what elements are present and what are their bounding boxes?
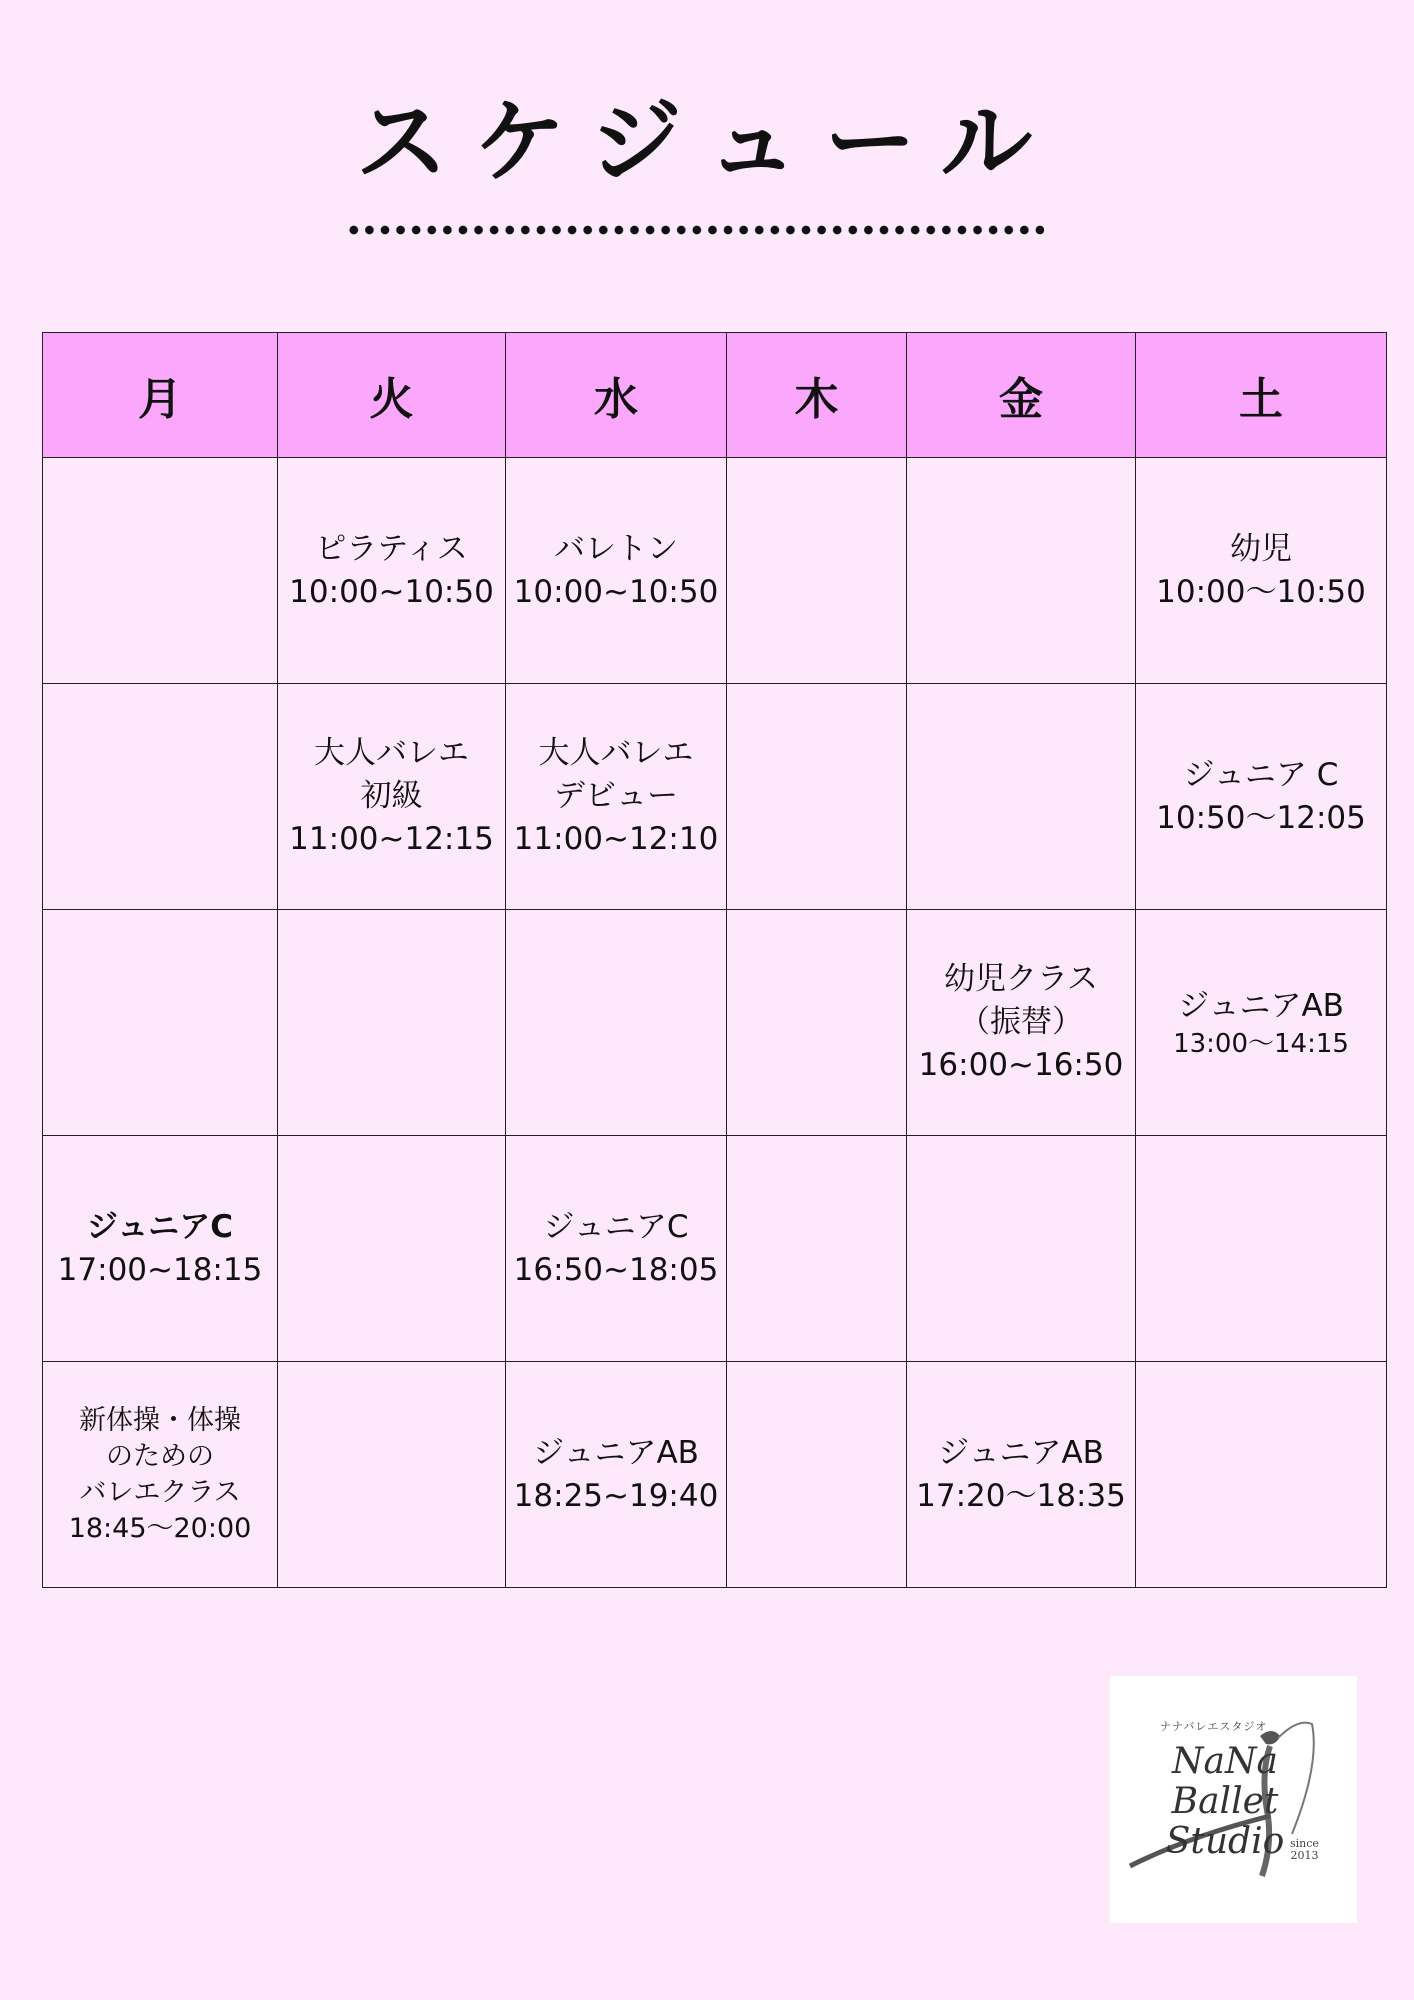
schedule-cell-mon xyxy=(43,1362,278,1588)
class-line: （振替） xyxy=(959,1004,1083,1040)
class-line: ジュニアAB xyxy=(1178,988,1344,1024)
schedule-cell-sat xyxy=(1136,684,1387,910)
day-header-tue: 火 xyxy=(278,333,506,458)
schedule-cell-fri xyxy=(907,1362,1136,1588)
schedule-cell-fri xyxy=(907,910,1136,1136)
class-line: バレトン xyxy=(554,530,678,567)
day-header-fri: 金 xyxy=(907,333,1136,458)
logo-kana: ナナバレエスタジオ xyxy=(1160,1720,1268,1733)
dotted-divider xyxy=(346,224,1044,236)
schedule-cell-thu xyxy=(727,1362,907,1588)
logo-word-3: Studio xyxy=(1165,1821,1285,1862)
class-line: 11:00~12:15 xyxy=(289,821,494,857)
class-line: デビュー xyxy=(554,778,678,814)
schedule-cell-wed xyxy=(506,1362,727,1588)
class-line: ピラティス xyxy=(315,530,468,567)
schedule-cell-sat xyxy=(1136,910,1387,1136)
logo-word-2: Ballet xyxy=(1171,1781,1279,1822)
class-line: 初級 xyxy=(360,778,423,814)
schedule-cell-wed xyxy=(506,684,727,910)
day-header-thu: 木 xyxy=(727,333,907,458)
schedule-row xyxy=(43,910,1387,1136)
studio-logo xyxy=(1110,1676,1357,1923)
logo-wordmark xyxy=(1140,1742,1310,1862)
day-header-sat: 土 xyxy=(1136,333,1387,458)
class-line: 大人バレエ xyxy=(314,735,469,771)
schedule-cell-thu xyxy=(727,1136,907,1362)
schedule-cell-thu xyxy=(727,910,907,1136)
logo-since xyxy=(1290,1838,1319,1862)
schedule-cell-mon xyxy=(43,910,278,1136)
schedule-cell-fri xyxy=(907,684,1136,910)
schedule-cell-wed xyxy=(506,1136,727,1362)
class-line: 16:50~18:05 xyxy=(513,1251,719,1288)
class-line: 11:00~12:10 xyxy=(513,821,719,857)
class-line: 17:20〜18:35 xyxy=(916,1477,1126,1514)
class-line: ジュニア C xyxy=(1183,756,1339,793)
class-line: 18:45〜20:00 xyxy=(68,1512,252,1544)
schedule-cell-tue xyxy=(278,684,506,910)
class-line: ジュニアAB xyxy=(533,1434,699,1471)
class-line: 13:00〜14:15 xyxy=(1173,1029,1349,1059)
class-line: 10:00~10:50 xyxy=(289,573,494,610)
schedule-cell-tue xyxy=(278,910,506,1136)
class-line: 18:25~19:40 xyxy=(513,1477,719,1514)
logo-since-year: 2013 xyxy=(1290,1849,1319,1862)
schedule-cell-sat xyxy=(1136,1362,1387,1588)
schedule-cell-mon xyxy=(43,458,278,684)
schedule-row xyxy=(43,684,1387,910)
schedule-cell-tue xyxy=(278,1136,506,1362)
class-line: バレエクラス xyxy=(79,1476,241,1508)
class-line: 大人バレエ xyxy=(538,735,694,771)
schedule-cell-wed xyxy=(506,458,727,684)
class-line: 幼児 xyxy=(1230,530,1292,567)
schedule-cell-tue xyxy=(278,1362,506,1588)
schedule-cell-thu xyxy=(727,684,907,910)
day-header-wed: 水 xyxy=(506,333,727,458)
schedule-row xyxy=(43,1362,1387,1588)
schedule-cell-thu xyxy=(727,458,907,684)
class-line: ジュニアC xyxy=(86,1208,234,1245)
schedule-row xyxy=(43,1136,1387,1362)
class-line: ジュニアC xyxy=(543,1208,689,1245)
schedule-row xyxy=(43,458,1387,684)
class-line: 17:00~18:15 xyxy=(57,1251,263,1288)
schedule-cell-sat xyxy=(1136,458,1387,684)
schedule-cell-mon xyxy=(43,684,278,910)
day-header-row xyxy=(43,333,1387,458)
class-line: 10:00~10:50 xyxy=(513,573,719,610)
logo-since-label: since xyxy=(1290,1837,1319,1850)
schedule-cell-sat xyxy=(1136,1136,1387,1362)
logo-word-1: NaNa xyxy=(1172,1741,1278,1782)
schedule-cell-fri xyxy=(907,458,1136,684)
class-line: 16:00~16:50 xyxy=(918,1047,1124,1083)
class-line: 新体操・体操 xyxy=(79,1404,241,1436)
schedule-cell-mon xyxy=(43,1136,278,1362)
page-title: スケジュール xyxy=(355,89,1059,196)
schedule-cell-wed xyxy=(506,910,727,1136)
day-header-mon: 月 xyxy=(43,333,278,458)
schedule-cell-fri xyxy=(907,1136,1136,1362)
class-line: ジュニアAB xyxy=(938,1434,1104,1471)
class-line: 10:00〜10:50 xyxy=(1156,573,1366,610)
class-line: のための xyxy=(106,1440,214,1472)
schedule-table xyxy=(42,332,1387,1588)
schedule-cell-tue xyxy=(278,458,506,684)
class-line: 10:50〜12:05 xyxy=(1156,799,1366,836)
class-line: 幼児クラス xyxy=(943,961,1099,997)
